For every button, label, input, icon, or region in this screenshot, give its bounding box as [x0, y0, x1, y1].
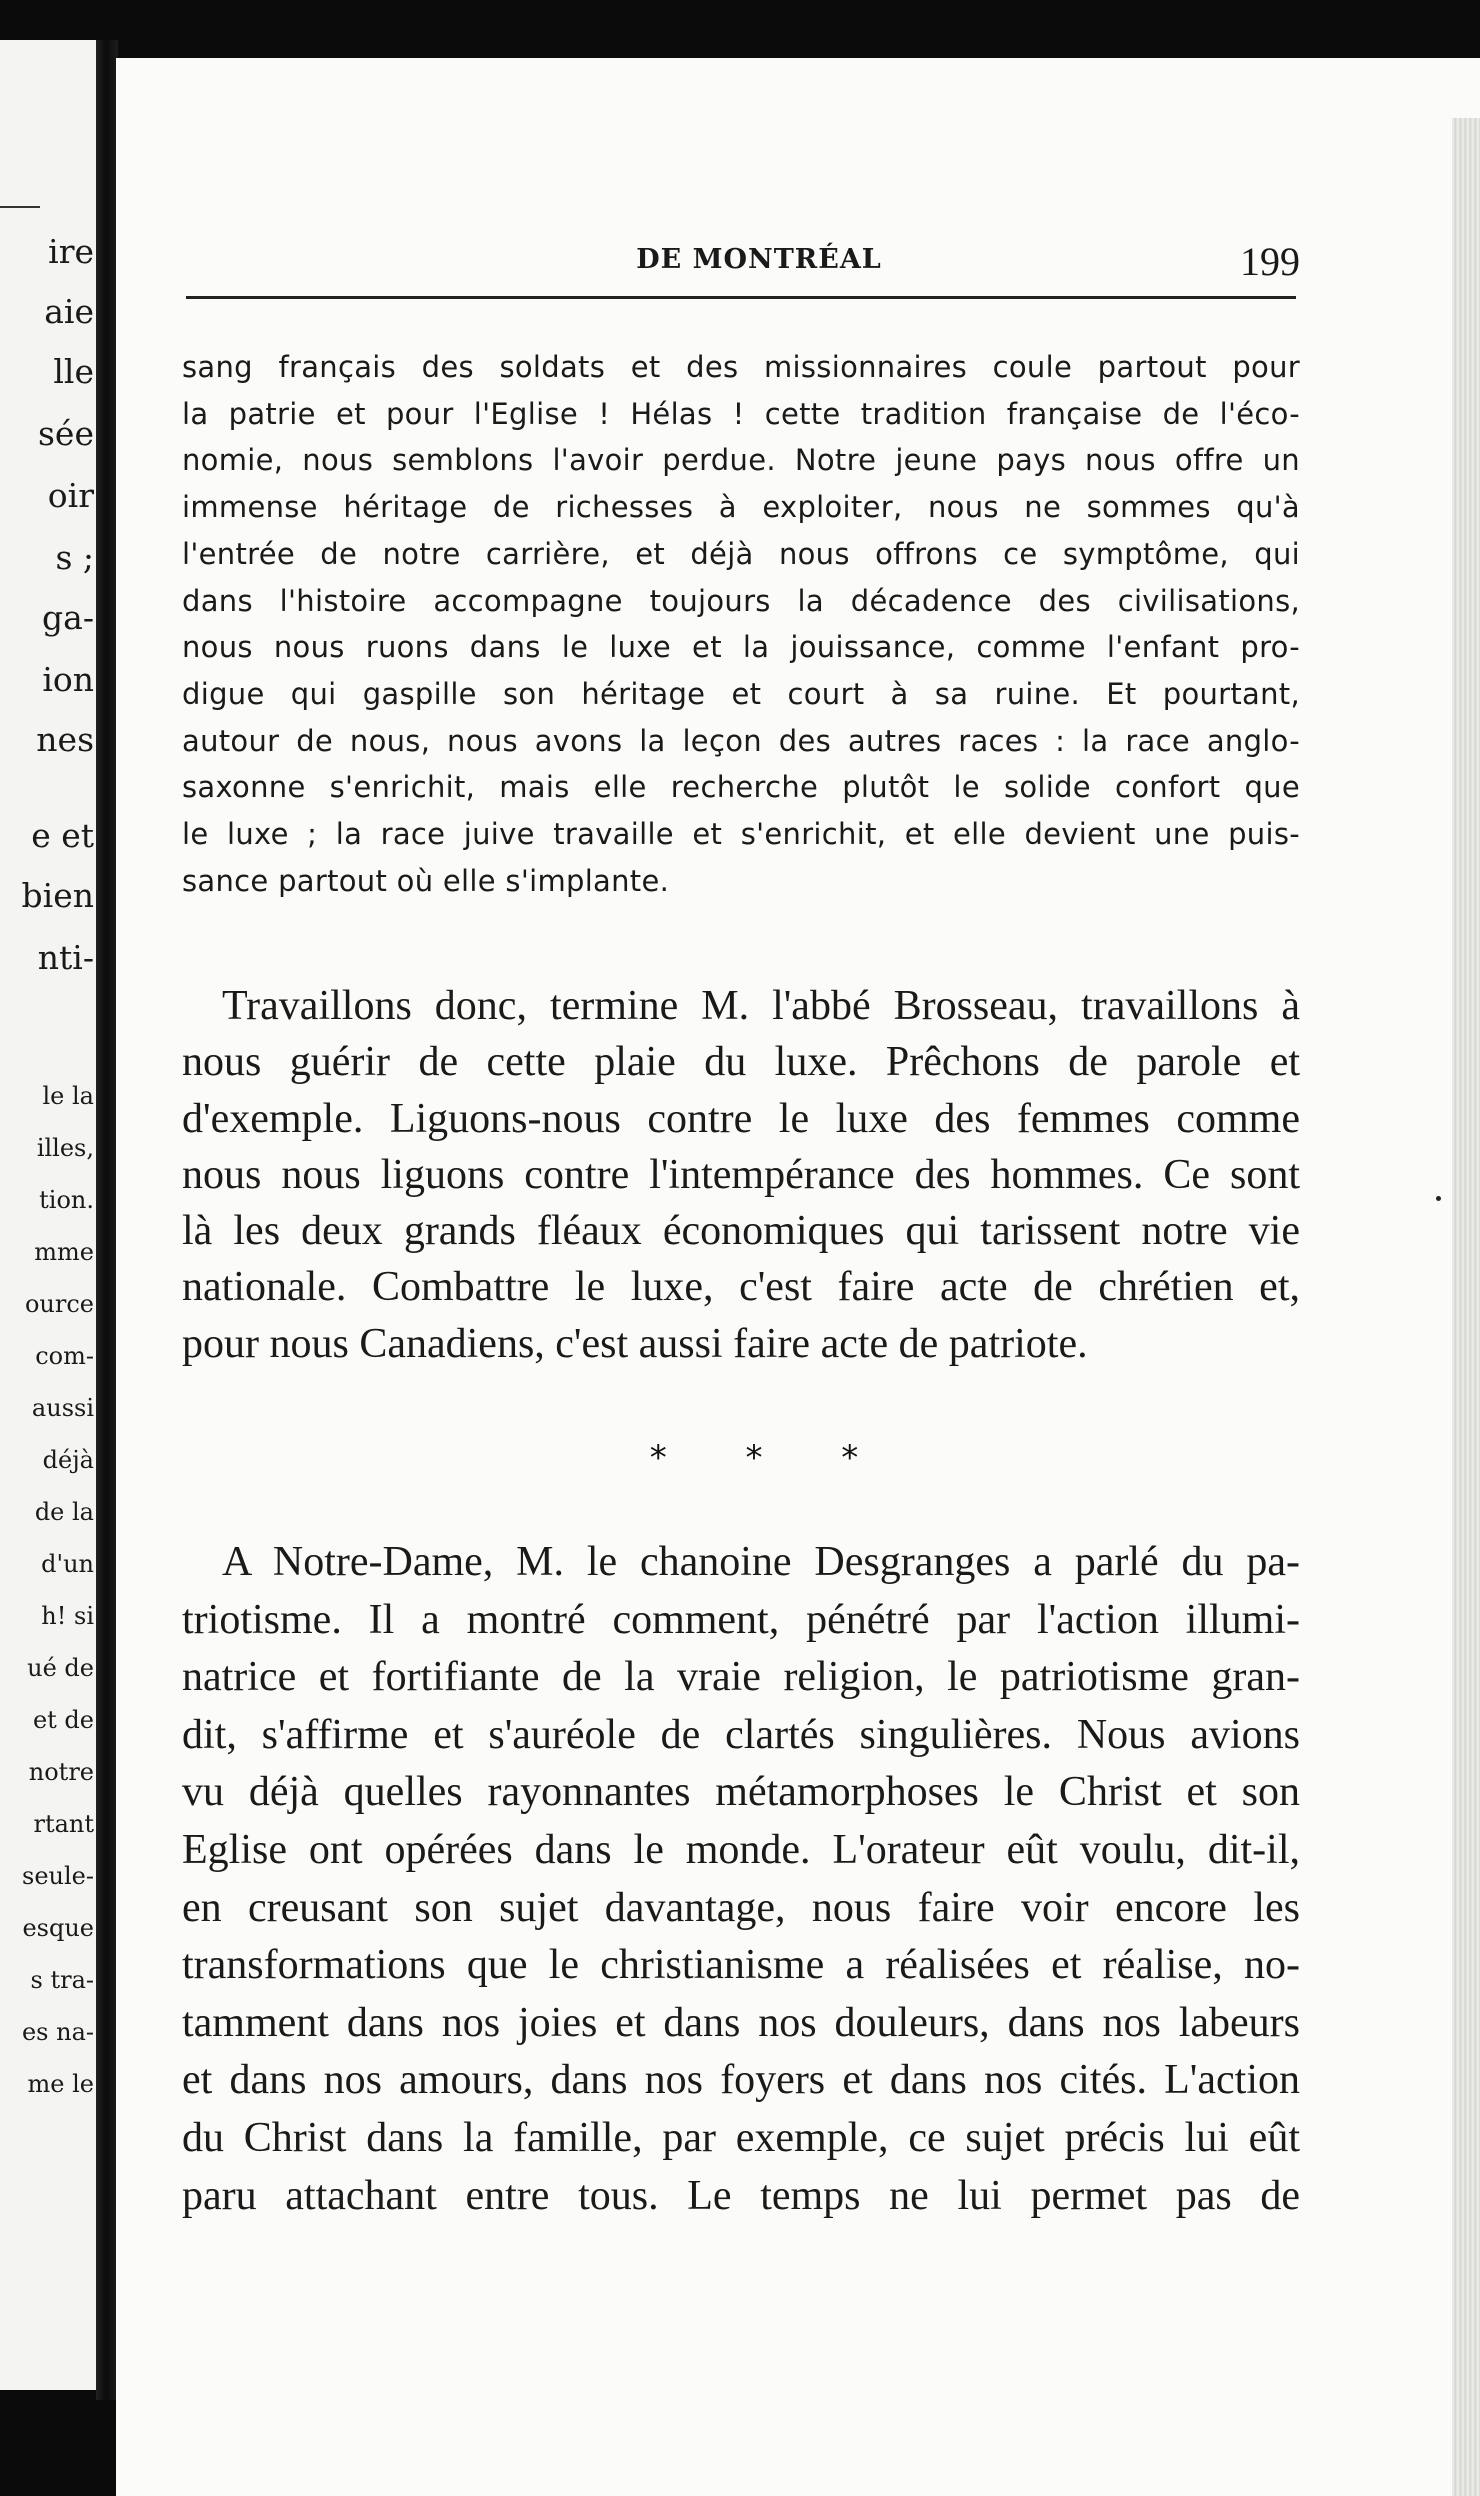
- facing-page-text-fragment: illes,: [36, 1134, 94, 1162]
- text-line: tamment dans nos joies et dans nos douleurs, dans nos labeurs: [182, 1999, 1300, 2046]
- text-line: immense héritage de richesses à exploiter, nous ne sommes qu'à: [182, 490, 1300, 525]
- text-line: et dans nos amours, dans nos foyers et dans nos cités. L'action: [182, 2057, 1300, 2104]
- facing-page-text-fragment: d'un: [41, 1550, 94, 1578]
- facing-page-text-fragment: nti-: [37, 938, 94, 977]
- facing-page-text-fragment: déjà: [42, 1446, 94, 1474]
- text-line: dans l'histoire accompagne toujours la décadence des civilisations,: [182, 583, 1300, 618]
- book-page: [116, 58, 1480, 2496]
- facing-page-text-fragment: esque: [22, 1914, 94, 1942]
- text-line: paru attachant entre tous. Le temps ne lui permet pas de: [182, 2172, 1300, 2219]
- paragraph-desgranges: [182, 1534, 1300, 2225]
- header-rule: [186, 296, 1296, 299]
- text-line: digue qui gaspille son héritage et court à sa ruine. Et pourtant,: [182, 676, 1300, 711]
- section-separator: * * *: [649, 1438, 893, 1478]
- facing-page-text-fragment: aussi: [31, 1394, 94, 1422]
- text-line: vu déjà quelles rayonnantes métamorphoses le Christ et son: [182, 1769, 1300, 1816]
- facing-page-text-fragment: le la: [42, 1082, 94, 1110]
- facing-page-rule: [0, 206, 40, 208]
- text-line: saxonne s'enrichit, mais elle recherche plutôt le solide confort que: [182, 770, 1300, 805]
- facing-page-text-fragment: de la: [34, 1498, 94, 1526]
- facing-page-text-fragment: s ;: [55, 538, 94, 577]
- text-line: nous nous liguons contre l'intempérance des hommes. Ce sont: [182, 1151, 1300, 1198]
- facing-page-text-fragment: e et: [31, 816, 94, 855]
- text-line: nous guérir de cette plaie du luxe. Prêchons de parole et: [182, 1039, 1300, 1086]
- text-line: Eglise ont opérées dans le monde. L'orateur eût voulu, dit-il,: [182, 1826, 1300, 1873]
- quoted-passage: [182, 344, 1300, 904]
- paragraph-brosseau: [182, 978, 1300, 1372]
- facing-page-text-fragment: seule-: [22, 1862, 94, 1890]
- facing-page-text-fragment: et de: [32, 1706, 94, 1734]
- text-line: sang français des soldats et des missionnaires coule partout pour: [182, 350, 1300, 384]
- running-head: [116, 239, 1480, 284]
- facing-page-text-fragment: es na-: [21, 2018, 94, 2046]
- facing-page-text-fragment: h! si: [41, 1602, 94, 1630]
- text-line: sance partout où elle s'implante.: [182, 863, 670, 898]
- text-line: la patrie et pour l'Eglise ! Hélas ! cette tradition française de l'éco-: [182, 396, 1300, 431]
- facing-page-text-fragment: com-: [35, 1342, 94, 1370]
- text-line: Travaillons donc, termine M. l'abbé Brosseau, travaillons à: [222, 983, 1300, 1029]
- facing-page-text-fragment: oir: [47, 476, 94, 515]
- facing-page-text-fragment: ué de: [27, 1654, 94, 1682]
- facing-page-fragment: [0, 40, 100, 2390]
- page-number: 199: [1240, 239, 1300, 284]
- facing-page-text-fragment: bien: [21, 876, 94, 915]
- text-line: l'entrée de notre carrière, et déjà nous offrons ce symptôme, qui: [182, 536, 1300, 571]
- text-line: dit, s'affirme et s'auréole de clartés singulières. Nous avions: [182, 1711, 1300, 1758]
- facing-page-text-fragment: tion.: [39, 1186, 94, 1214]
- facing-page-text-fragment: aie: [44, 292, 94, 331]
- text-line: nationale. Combattre le luxe, c'est faire acte de chrétien et,: [182, 1264, 1300, 1311]
- facing-page-text-fragment: ga-: [42, 598, 94, 637]
- facing-page-text-fragment: s tra-: [30, 1966, 94, 1994]
- text-line: nous nous ruons dans le luxe et la jouissance, comme l'enfant pro-: [182, 630, 1300, 665]
- text-line: natrice et fortifiante de la vraie religion, le patriotisme gran-: [182, 1654, 1300, 1701]
- text-line: autour de nous, nous avons la leçon des autres races : la race anglo-: [182, 723, 1300, 758]
- text-line: là les deux grands fléaux économiques qui tarissent notre vie: [182, 1208, 1300, 1255]
- facing-page-text-fragment: rtant: [33, 1810, 94, 1838]
- facing-page-text-fragment: nes: [36, 720, 94, 759]
- book-gutter: [96, 40, 118, 2400]
- text-line: du Christ dans la famille, par exemple, ce sujet précis lui eût: [182, 2114, 1300, 2161]
- facing-page-text-fragment: ion: [42, 660, 94, 699]
- text-line: A Notre-Dame, M. le chanoine Desgranges a parlé du pa-: [222, 1539, 1300, 1585]
- facing-page-text-fragment: sée: [38, 414, 94, 453]
- facing-page-text-fragment: me le: [27, 2070, 94, 2098]
- text-line: triotisme. Il a montré comment, pénétré par l'action illumi-: [182, 1596, 1300, 1643]
- scan-speck: [1436, 1196, 1441, 1201]
- text-line: transformations que le christianisme a réalisées et réalise, no-: [182, 1942, 1300, 1989]
- text-line: nomie, nous semblons l'avoir perdue. Notre jeune pays nous offre un: [182, 443, 1300, 478]
- facing-page-text-fragment: mme: [34, 1238, 94, 1266]
- page-edge: [1452, 118, 1480, 2496]
- text-line: le luxe ; la race juive travaille et s'enrichit, et elle devient une puis-: [182, 817, 1300, 852]
- text-line: en creusant son sujet davantage, nous faire voir encore les: [182, 1884, 1300, 1931]
- facing-page-text-fragment: ire: [48, 232, 94, 271]
- facing-page-text-fragment: lle: [53, 352, 94, 391]
- text-line: pour nous Canadiens, c'est aussi faire acte de patriote.: [182, 1320, 1088, 1367]
- running-head-title: DE MONTRÉAL: [636, 244, 882, 275]
- facing-page-text-fragment: ource: [24, 1290, 94, 1318]
- text-line: d'exemple. Liguons-nous contre le luxe des femmes comme: [182, 1095, 1300, 1142]
- facing-page-text-fragment: notre: [28, 1758, 94, 1786]
